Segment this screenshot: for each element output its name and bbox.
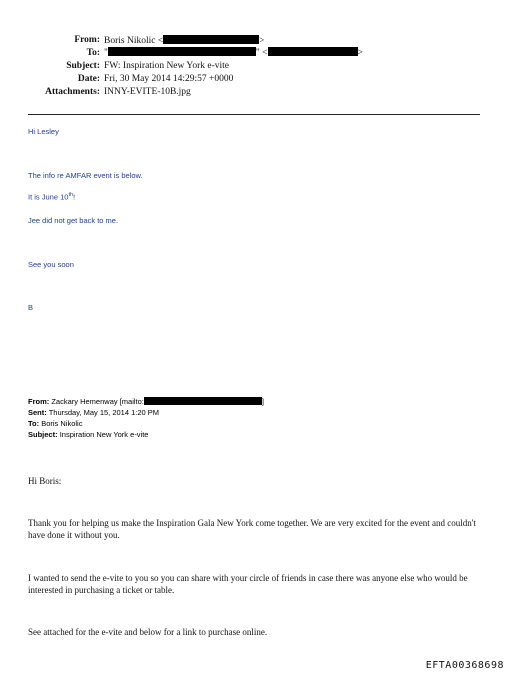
message-signature: B (28, 303, 34, 312)
line2-sup: th (68, 192, 74, 198)
message-line-2 (28, 192, 75, 202)
fwd-subject-value: Inspiration New York e-vite (59, 430, 149, 439)
subject-label: Subject: (66, 61, 100, 71)
redaction-block (108, 47, 256, 56)
attachments-label: Attachments: (45, 87, 100, 97)
fwd-to-label: To: (28, 419, 40, 428)
fwd-subject-row (28, 430, 148, 441)
message-line-1: The info re AMFAR event is below. (28, 171, 143, 180)
redaction-block (144, 397, 262, 405)
fwd-from-row (28, 397, 264, 408)
fwd-paragraph-3: See attached for the e-vite and below for a link to purchase online. (28, 627, 268, 637)
line2-post: ! (73, 192, 76, 202)
fwd-paragraph-2: I wanted to send the e-vite to you so you can share with your circle of friends in case there was anyone else who would be interested in purchasing a ticket or table. (28, 573, 468, 595)
message-greeting: Hi Lesley (28, 127, 59, 136)
header-divider (28, 114, 480, 115)
redaction-block (268, 47, 358, 56)
fwd-from-label: From: (28, 397, 50, 406)
from-close: > (259, 35, 265, 45)
fwd-greeting: Hi Boris: (28, 476, 62, 486)
date-value: Fri, 30 May 2014 14:29:57 +0000 (104, 74, 234, 84)
to-close: > (357, 48, 363, 58)
subject-value: FW: Inspiration New York e-vite (104, 61, 229, 71)
to-mid: " < (255, 48, 268, 58)
from-value (104, 34, 264, 47)
attachment-link[interactable]: INNY-EVITE-10B.jpg (104, 87, 191, 97)
fwd-from-close: ] (261, 397, 264, 406)
fwd-sent-value: Thursday, May 15, 2014 1:20 PM (48, 408, 160, 417)
fwd-sent-label: Sent: (28, 408, 47, 417)
fwd-paragraph-1: Thank you for helping us make the Inspiration Gala New York come together. We are very excited for the event and couldn't have done it without you. (28, 518, 476, 540)
from-name: Boris Nikolic < (104, 36, 164, 46)
to-quote: " (104, 48, 108, 58)
from-label: From: (74, 35, 100, 45)
to-value (104, 47, 363, 59)
fwd-subject-label: Subject: (28, 430, 58, 439)
document-id: EFTA00368698 (425, 660, 504, 671)
message-line-3: Jee did not get back to me. (28, 216, 119, 225)
fwd-to-value: Boris Nikolic (41, 419, 83, 428)
redaction-block (163, 35, 259, 44)
line2-text: It is June 10 (28, 192, 69, 202)
message-closing: See you soon (28, 260, 74, 269)
fwd-from-value: Zackary Hemenway [mailto: (51, 397, 144, 406)
fwd-sent-row (28, 408, 159, 419)
to-label: To: (86, 48, 100, 58)
date-label: Date: (77, 74, 100, 84)
fwd-to-row (28, 419, 82, 430)
